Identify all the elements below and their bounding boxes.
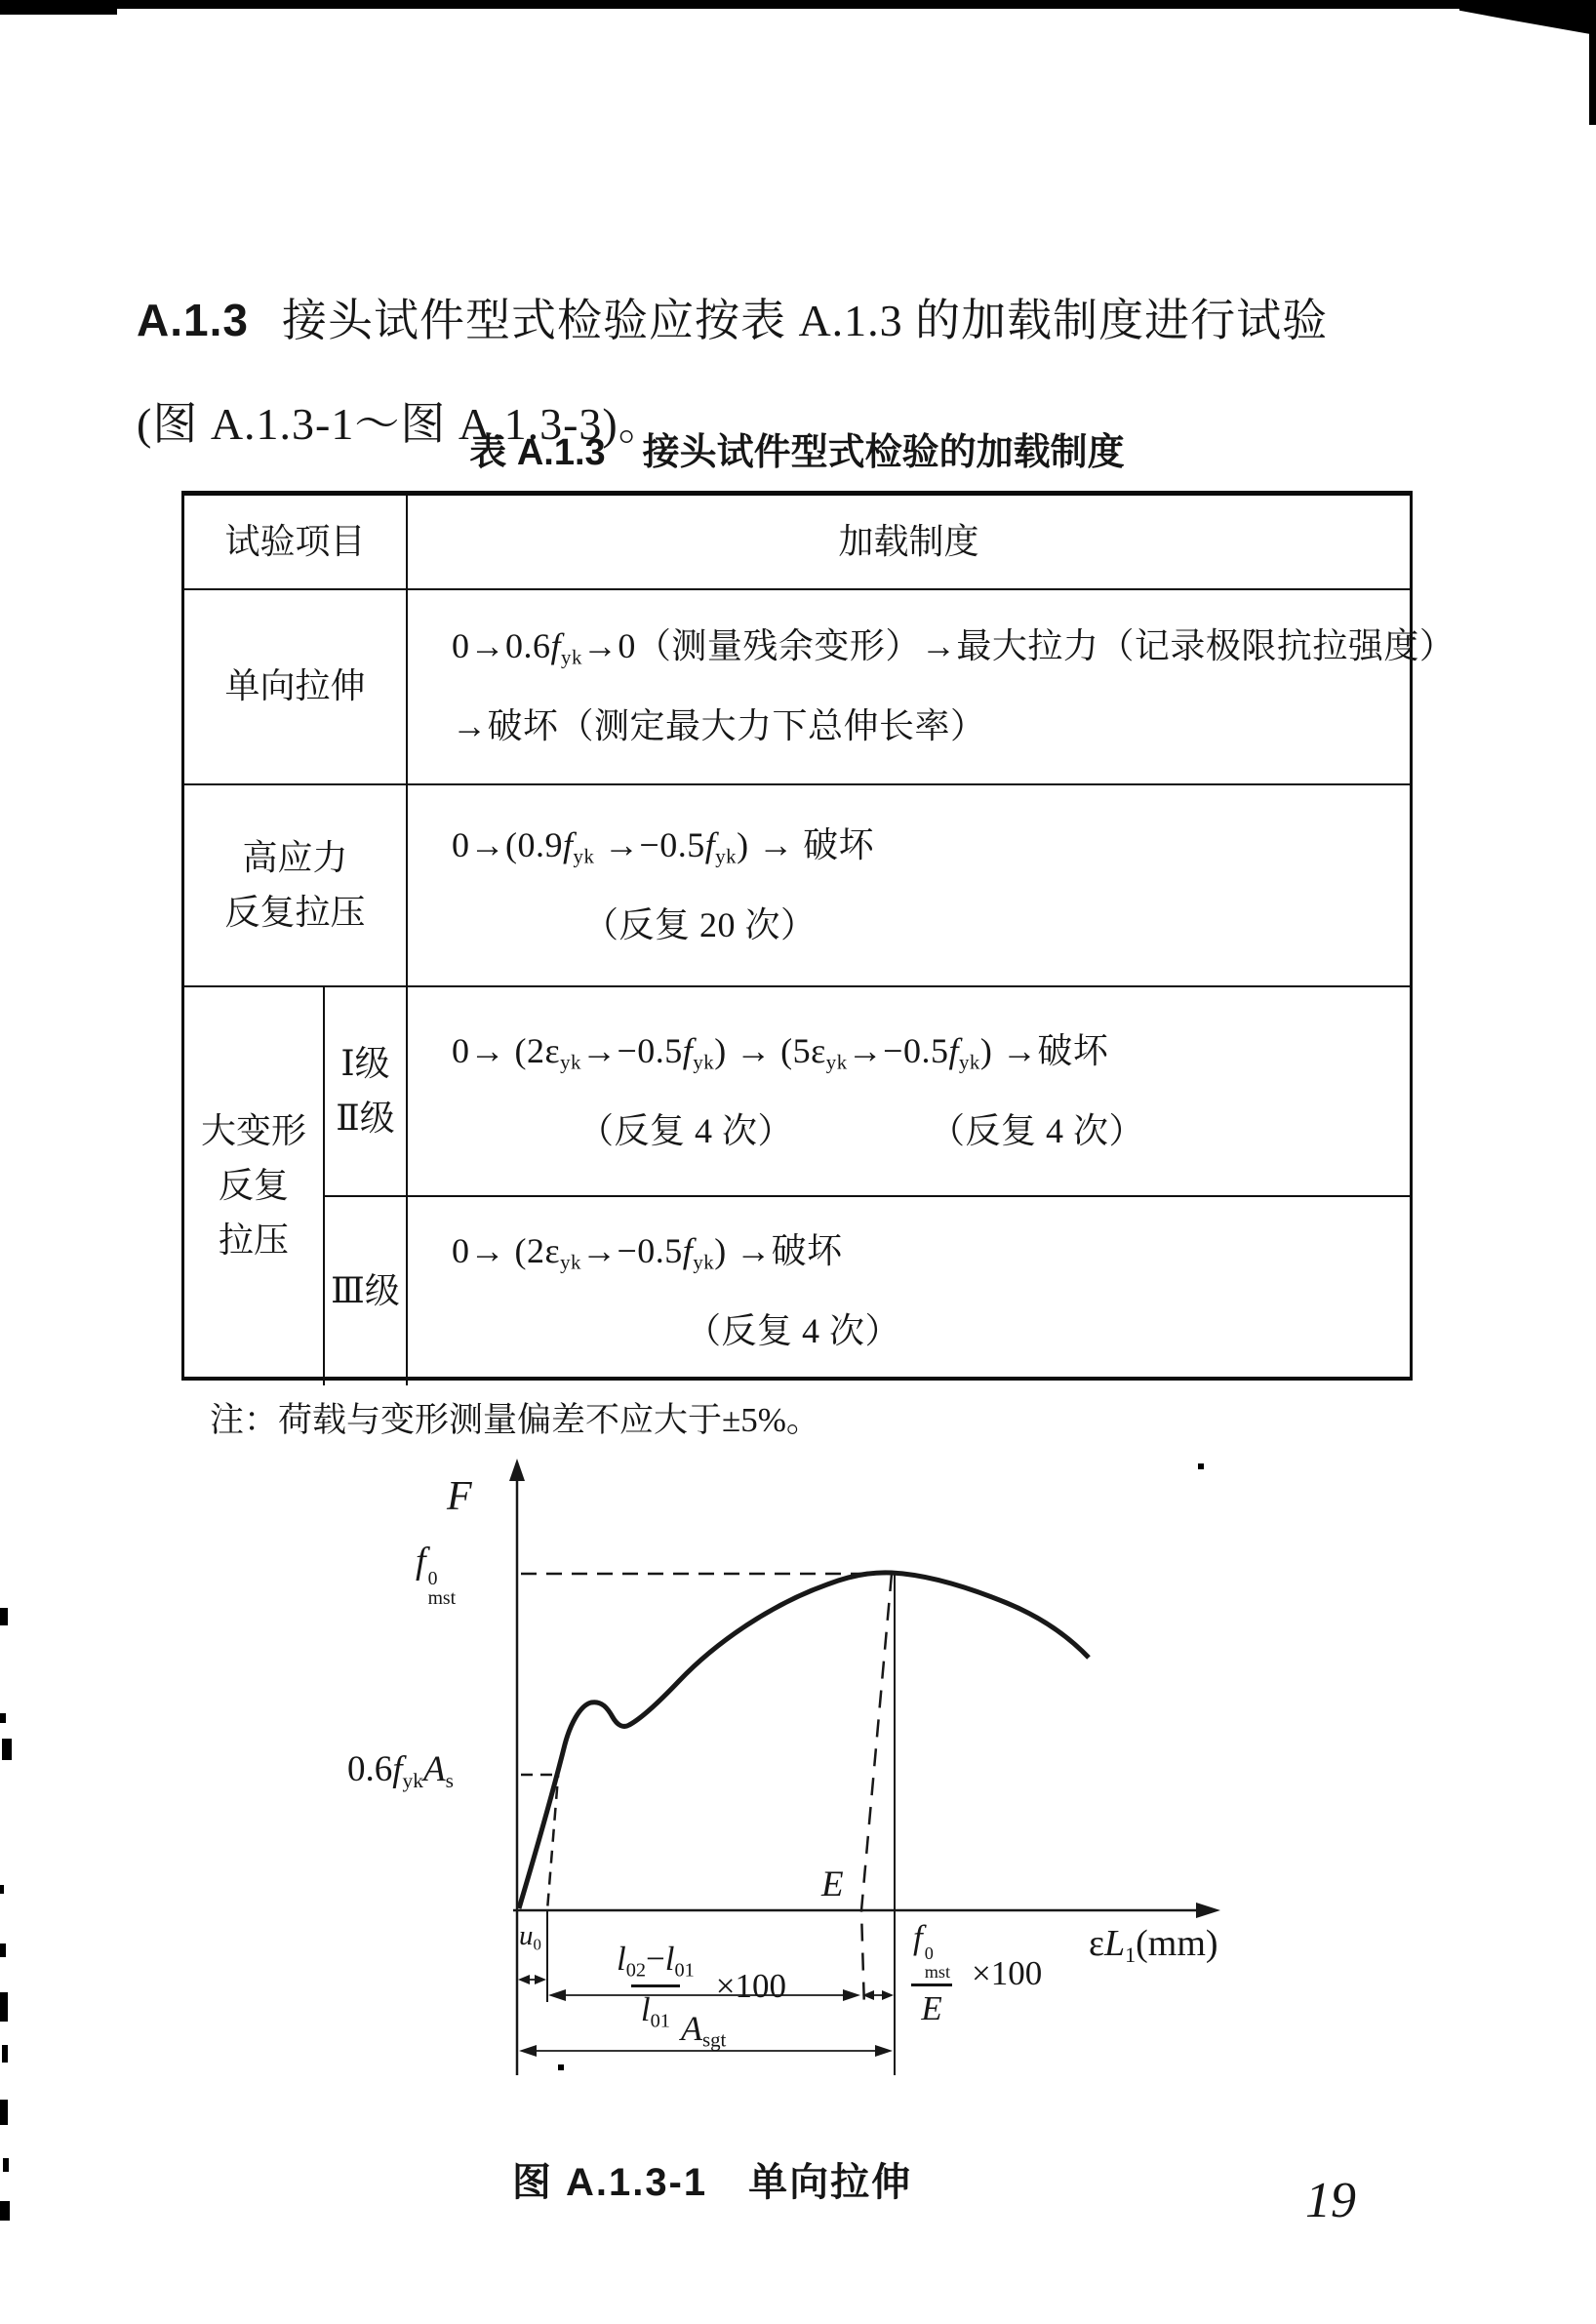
row-regime-uniaxial	[408, 590, 1456, 785]
fmst-over-E-formula: f 0 mst E ×100	[903, 1918, 1042, 2028]
y06fykAs-label: 0.6fykAs	[347, 1749, 454, 1792]
grade-label-3: Ⅲ级	[325, 1197, 408, 1385]
modulus-E-label: E	[821, 1864, 844, 1904]
fmst-label: f 0 mst	[416, 1541, 457, 1610]
clause-heading-line1	[137, 285, 1463, 349]
formula-line: 0→0.6fyk→0（测量残余变形）→最大拉力（记录极限抗拉强度）	[452, 626, 1456, 669]
scan-artifact	[0, 0, 117, 15]
residual-strain-formula: $\frac{l02-l01}{l01}$ ×100	[607, 1940, 786, 2033]
clause-heading-line2: (图 A.1.3-1～图 A.1.3-3)。	[137, 399, 664, 449]
scan-artifact	[1589, 0, 1596, 125]
scan-artifact	[0, 1943, 6, 1957]
formula-line: →破坏（测定最大力下总伸长率）	[452, 706, 986, 745]
repeat-count: （反复 20 次）	[583, 904, 817, 944]
repeat-counts: （反复 4 次） （反复 4 次）	[579, 1110, 1145, 1150]
table-header-regime: 加载制度	[408, 496, 1410, 590]
clause-text: 接头试件型式检验应按表 A.1.3 的加载制度进行试验	[281, 296, 1329, 345]
figure-uniaxial-tension-diagram	[322, 1446, 1239, 2129]
formula-line: 0→ (2εyk→−0.5fyk) → (5εyk→−0.5fyk) →破坏	[452, 1030, 1109, 1074]
y-axis-label: F	[447, 1474, 472, 1519]
scan-artifact	[3, 2158, 9, 2172]
scan-artifact	[2, 2045, 8, 2063]
table-note: 注：荷载与变形测量偏差不应大于±5%。	[210, 1401, 820, 1439]
loading-regime-table	[181, 491, 1456, 1381]
scan-artifact	[0, 1885, 4, 1894]
asgt-label: Asgt	[681, 2009, 727, 2052]
row-label-high-stress: 高应力 反复拉压	[184, 785, 408, 987]
row-regime-grade-1-2	[408, 987, 1410, 1197]
row-regime-high-stress	[408, 785, 1410, 987]
table-header-item: 试验项目	[184, 496, 408, 590]
force-elongation-curve	[519, 1573, 1089, 1908]
scan-artifact	[0, 1608, 8, 1625]
grade-label-1-2: Ⅰ级 Ⅱ级	[325, 987, 408, 1197]
elastic-slope-dashed-line	[861, 1574, 892, 2009]
repeat-count: （反复 4 次）	[686, 1310, 901, 1350]
u0-label: u0	[519, 1920, 541, 1954]
row-label-uniaxial: 单向拉伸	[184, 590, 408, 785]
figure-caption: 图 A.1.3-1 单向拉伸	[511, 2161, 913, 2204]
fraction: f 0 mst E	[913, 1918, 951, 2028]
clause-number: A.1.3	[137, 295, 249, 345]
scan-artifact	[0, 1713, 6, 1723]
scan-artifact-top-bar	[0, 0, 1596, 9]
page-number: 19	[1305, 2173, 1356, 2228]
row-regime-grade-3	[408, 1197, 1410, 1385]
formula-line: 0→ (2εyk→−0.5fyk) →破坏	[452, 1230, 843, 1274]
scan-artifact	[2, 1739, 12, 1760]
scan-artifact	[0, 2100, 8, 2125]
formula-line: 0→(0.9fyk →−0.5fyk) → 破坏	[452, 824, 875, 868]
fraction: $\frac{l02-l01}{l01}$	[617, 1940, 695, 2032]
scan-artifact	[0, 1992, 8, 2022]
scan-artifact	[1459, 0, 1596, 35]
scan-artifact	[0, 2201, 10, 2221]
row-label-large-deformation: 大变形 反复 拉压	[184, 987, 325, 1385]
x-axis-label: εL1(mm)	[1089, 1923, 1218, 1968]
table-title: 表 A.1.3 接头试件型式检验的加载制度	[469, 432, 1125, 473]
